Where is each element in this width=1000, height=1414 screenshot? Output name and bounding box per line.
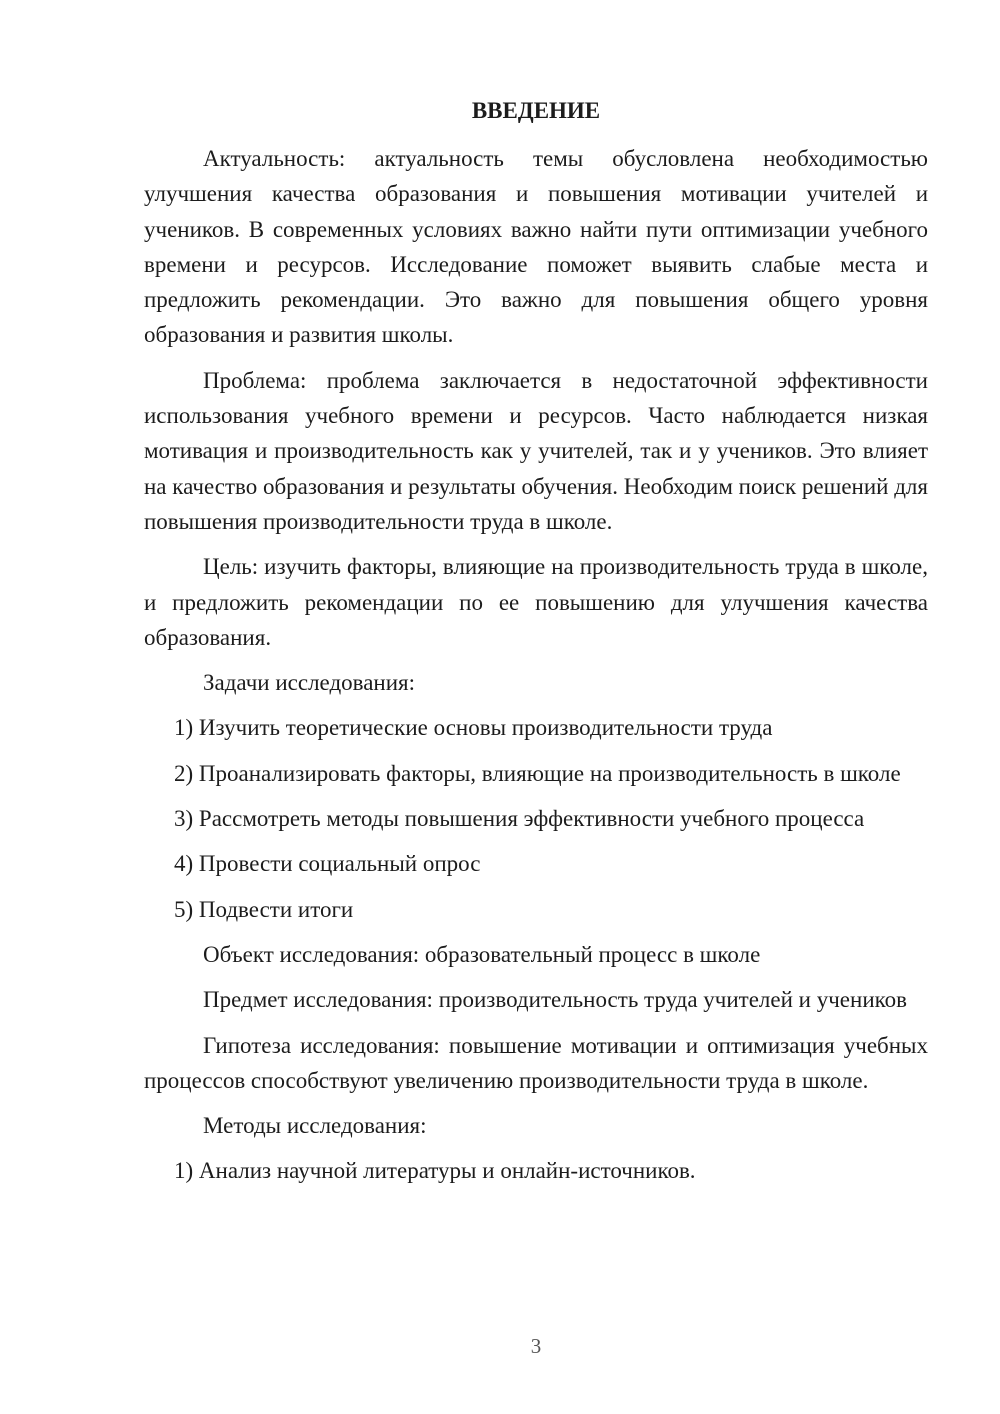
task-item-4: 4) Провести социальный опрос <box>174 851 481 877</box>
method-item-1: 1) Анализ научной литературы и онлайн-источников. <box>174 1158 696 1184</box>
page-number: 3 <box>530 1334 542 1358</box>
paragraph-subject: Предмет исследования: производительность труда учителей и учеников <box>203 987 907 1013</box>
paragraph-goal: Цель: изучить факторы, влияющие на производительность труда в школе, и предложить рекомендации по ее повышению для улучшения качества образования. <box>144 554 928 650</box>
tasks-heading: Задачи исследования: <box>203 670 416 696</box>
task-item-2: 2) Проанализировать факторы, влияющие на производительность в школе <box>174 760 901 786</box>
task-item-1: 1) Изучить теоретические основы производительности труда <box>174 715 773 741</box>
paragraph-object: Объект исследования: образовательный процесс в школе <box>203 941 761 967</box>
section-title: ВВЕДЕНИЕ <box>471 98 601 123</box>
task-item-5: 5) Подвести итоги <box>174 896 354 922</box>
paragraph-hypothesis: Гипотеза исследования: повышение мотивации и оптимизация учебных процессов способствуют увеличению производительности труда в школе. <box>144 1032 928 1093</box>
paragraph-problem: Проблема: проблема заключается в недостаточной эффективности использования учебного времени и ресурсов. Часто наблюдается низкая мотивация и производительность как у учителей, так и у учеников. Это влияет на качество образования и результаты обучения. Необходим поиск решений для повышения производительности труда в школе. <box>144 367 928 534</box>
page-content <box>144 97 928 1199</box>
methods-heading: Методы исследования: <box>203 1113 427 1139</box>
paragraph-relevance: Актуальность: актуальность темы обусловлена необходимостью улучшения качества образования и повышения мотивации учителей и учеников. В современных условиях важно найти пути оптимизации учебного времени и ресурсов. Исследование поможет выявить слабые места и предложить рекомендации. Это важно для повышения общего уровня образования и развития школы. <box>144 146 928 348</box>
task-item-3: 3) Рассмотреть методы повышения эффективности учебного процесса <box>174 806 865 832</box>
